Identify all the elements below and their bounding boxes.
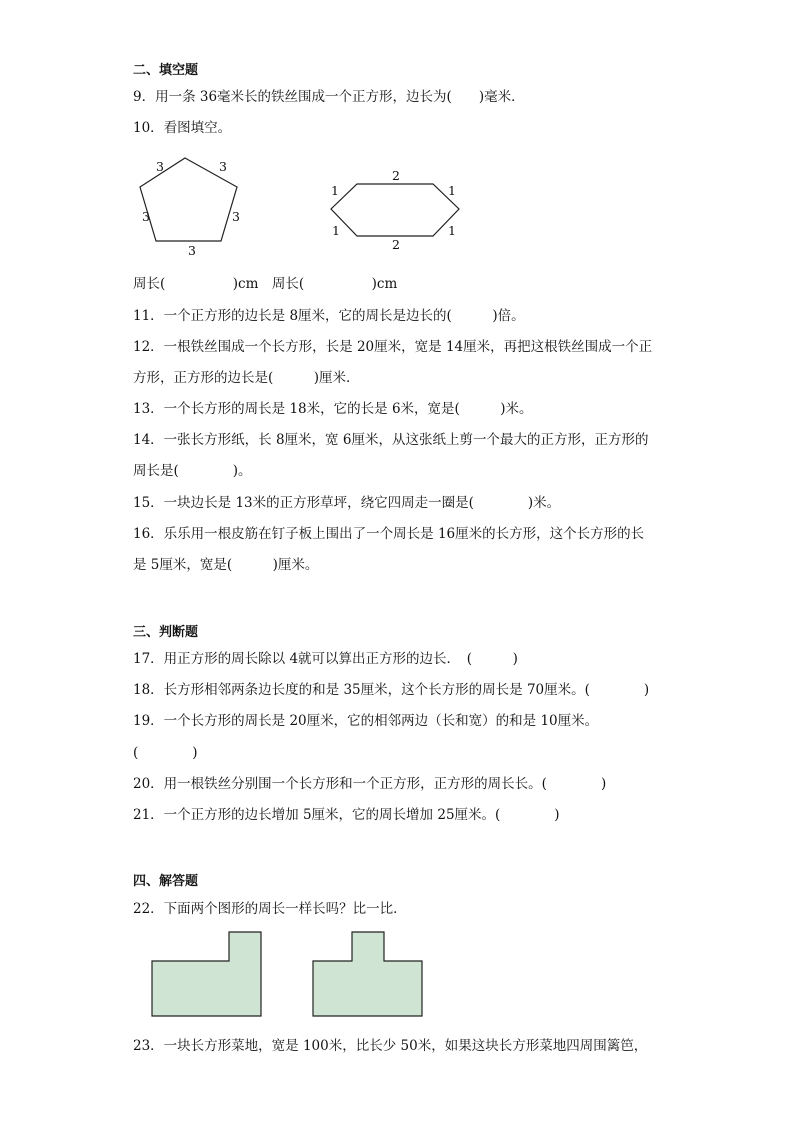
question-15: 15．一块边长是 13米的正方形草坪，绕它四周走一圈是( )米。 (133, 495, 561, 511)
shape-t-figure (312, 931, 427, 1021)
question-23: 23．一块长方形菜地，宽是 100米，比长少 50米，如果这块长方形菜地四周围篱笆， (133, 1038, 648, 1054)
hexagon-side-label: 2 (392, 237, 400, 252)
hexagon-side-label: 2 (392, 168, 400, 183)
question-19-line-2: ( ) (133, 745, 198, 761)
question-14-line-2: 周长是( )。 (133, 463, 252, 479)
question-12-line-2: 方形，正方形的边长是( )厘米． (133, 370, 360, 386)
question-22: 22．下面两个图形的周长一样长吗？比一比． (133, 901, 407, 917)
hexagon-side-label: 1 (331, 183, 339, 198)
pentagon-side-label: 3 (188, 243, 196, 258)
pentagon-side-label: 3 (232, 209, 240, 224)
hexagon-side-label: 1 (332, 223, 340, 238)
question-21: 21．一个正方形的边长增加 5厘米，它的周长增加 25厘米。( ) (133, 807, 560, 823)
shape-l-figure (151, 931, 266, 1021)
question-16-line-1: 16．乐乐用一根皮筋在钉子板上围出了一个周长是 16厘米的长方形，这个长方形的长 (133, 526, 645, 542)
section-heading-solve: 四、解答题 (133, 874, 199, 889)
hexagon-side-label: 1 (448, 183, 456, 198)
question-20: 20．用一根铁丝分别围一个长方形和一个正方形，正方形的周长长。( ) (133, 776, 607, 792)
question-17: 17．用正方形的周长除以 4就可以算出正方形的边长． ( ) (133, 651, 518, 667)
question-10: 10．看图填空。 (133, 120, 232, 136)
question-11: 11．一个正方形的边长是 8厘米，它的周长是边长的( )倍。 (133, 308, 525, 324)
section-heading-fill-in: 二、填空题 (133, 63, 199, 78)
question-14-line-1: 14．一张长方形纸，长 8厘米，宽 6厘米，从这张纸上剪一个最大的正方形，正方形的 (133, 432, 649, 448)
question-9: 9．用一条 36毫米长的铁丝围成一个正方形，边长为( )毫米． (133, 89, 525, 105)
perimeter-answer-blanks: 周长( )cm 周长( )cm (133, 276, 398, 292)
section-heading-true-false: 三、判断题 (133, 625, 199, 640)
question-13: 13．一个长方形的周长是 18米，它的长是 6米，宽是( )米。 (133, 401, 533, 417)
question-16-line-2: 是 5厘米，宽是( )厘米。 (133, 557, 319, 573)
question-19-line-1: 19．一个长方形的周长是 20厘米，它的相邻两边（长和宽）的和是 10厘米。 (133, 713, 599, 729)
question-18: 18．长方形相邻两条边长度的和是 35厘米，这个长方形的周长是 70厘米。( ) (133, 682, 650, 698)
question-12-line-1: 12．一根铁丝围成一个长方形，长是 20厘米，宽是 14厘米，再把这根铁丝围成一个正 (133, 339, 653, 355)
pentagon-side-label: 3 (142, 209, 150, 224)
pentagon-side-label: 3 (219, 159, 227, 174)
pentagon-side-label: 3 (156, 159, 164, 174)
hexagon-side-label: 1 (448, 223, 456, 238)
